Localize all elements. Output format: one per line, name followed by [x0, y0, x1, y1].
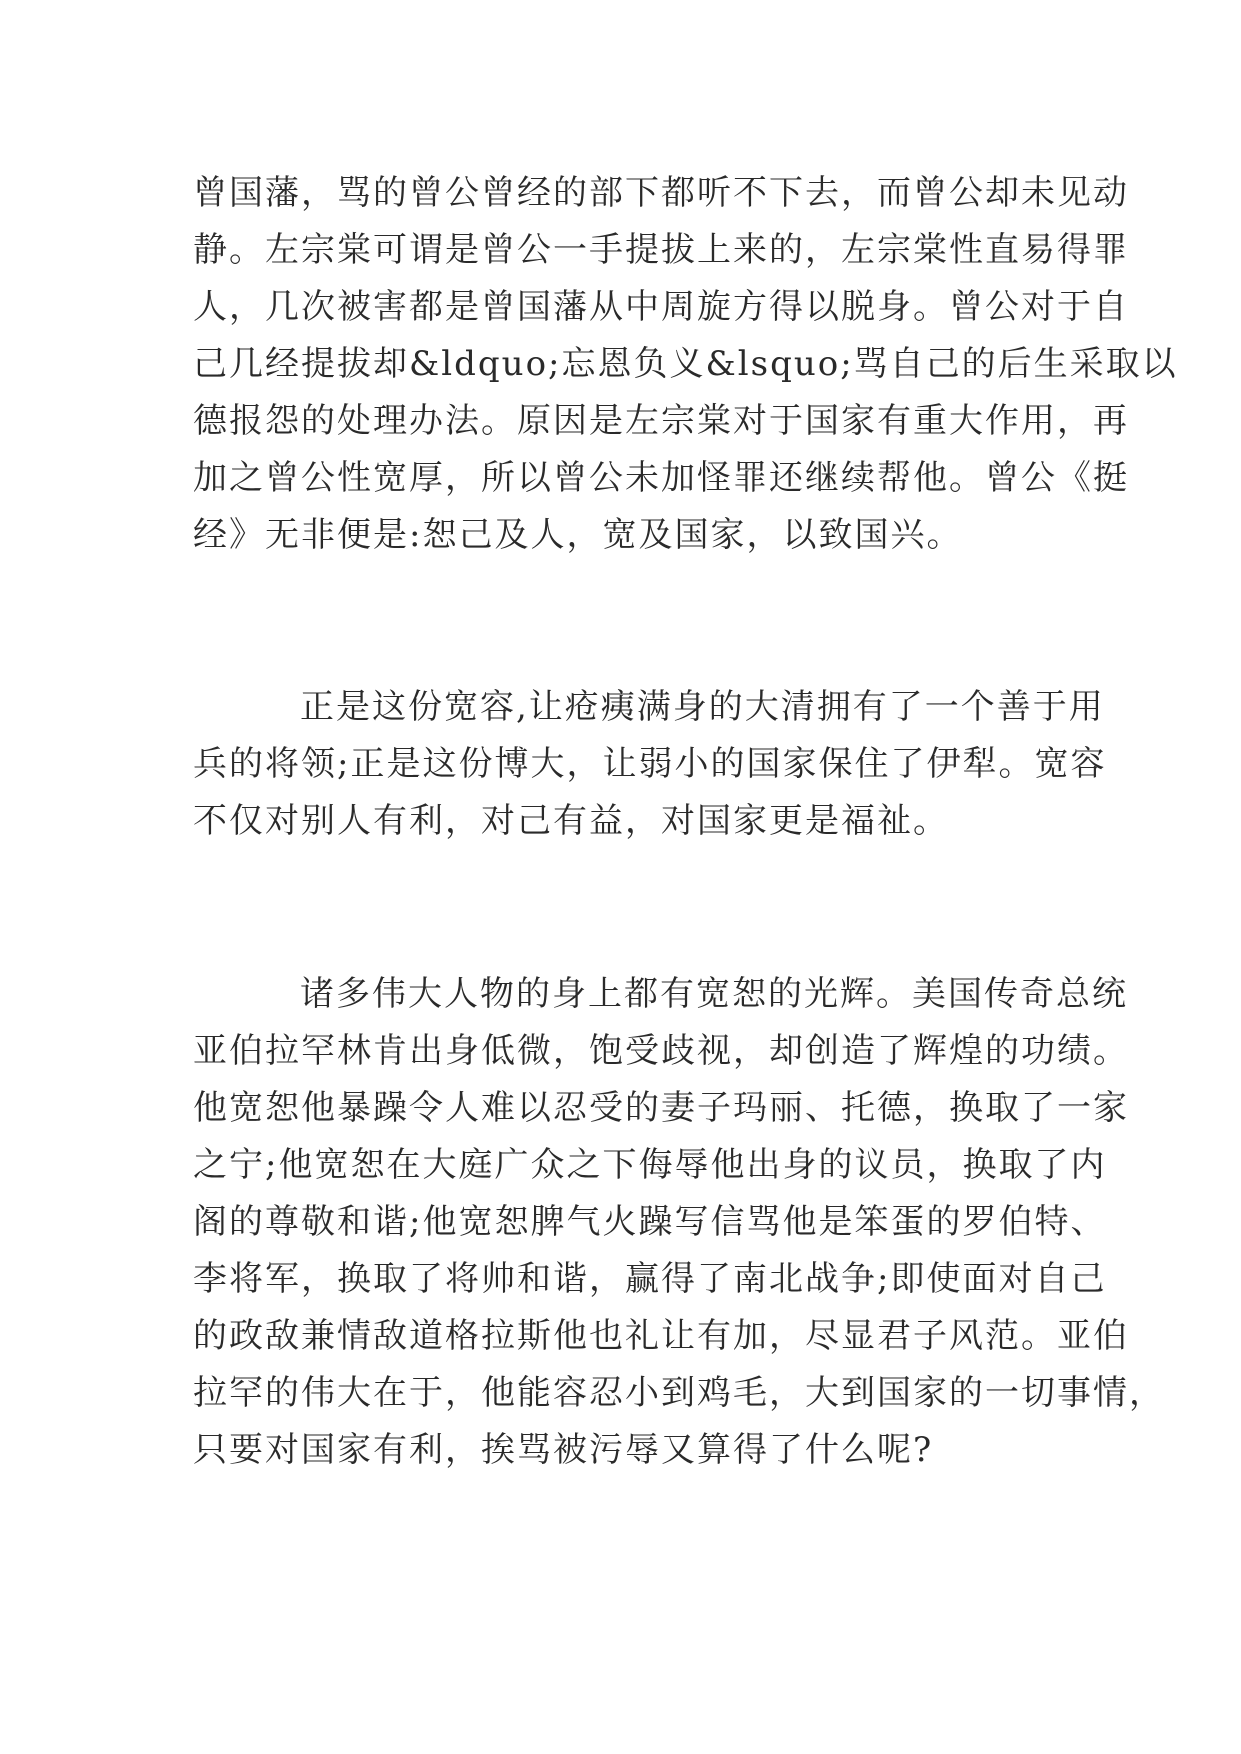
- text-line: 静。左宗棠可谓是曾公一手提拔上来的，左宗棠性直易得罪: [193, 230, 1129, 270]
- text-line: 加之曾公性宽厚，所以曾公未加怪罪还继续帮他。曾公《挺: [193, 458, 1129, 498]
- text-line: 阁的尊敬和谐;他宽恕脾气火躁写信骂他是笨蛋的罗伯特、: [193, 1202, 1107, 1242]
- text-line: 诸多伟大人物的身上都有宽恕的光辉。美国传奇总统: [300, 974, 1128, 1014]
- text-line: 拉罕的伟大在于，他能容忍小到鸡毛，大到国家的一切事情，: [193, 1373, 1165, 1413]
- text-line: 经》无非便是:恕己及人，宽及国家，以致国兴。: [193, 515, 963, 555]
- text-line: 正是这份宽容,让疮痍满身的大清拥有了一个善于用: [300, 687, 1105, 727]
- text-line: 他宽恕他暴躁令人难以忍受的妻子玛丽、托德，换取了一家: [193, 1088, 1129, 1128]
- text-line: 曾国藩，骂的曾公曾经的部下都听不下去，而曾公却未见动: [193, 173, 1129, 213]
- text-line: 人，几次被害都是曾国藩从中周旋方得以脱身。曾公对于自: [193, 287, 1129, 327]
- text-line: 亚伯拉罕林肯出身低微，饱受歧视，却创造了辉煌的功绩。: [193, 1031, 1129, 1071]
- text-line: 兵的将领;正是这份博大，让弱小的国家保住了伊犁。宽容: [193, 744, 1107, 784]
- text-line: 德报怨的处理办法。原因是左宗棠对于国家有重大作用，再: [193, 401, 1129, 441]
- text-line: 之宁;他宽恕在大庭广众之下侮辱他出身的议员，换取了内: [193, 1145, 1107, 1185]
- text-line: 己几经提拔却&ldquo;忘恩负义&lsquo;骂自己的后生采取以: [193, 344, 1178, 384]
- text-line: 李将军，换取了将帅和谐，赢得了南北战争;即使面对自己: [193, 1259, 1107, 1299]
- text-line: 的政敌兼情敌道格拉斯他也礼让有加，尽显君子风范。亚伯: [193, 1316, 1129, 1356]
- text-line: 不仅对别人有利，对己有益，对国家更是福祉。: [193, 801, 949, 841]
- text-line: 只要对国家有利，挨骂被污辱又算得了什么呢?: [193, 1430, 934, 1470]
